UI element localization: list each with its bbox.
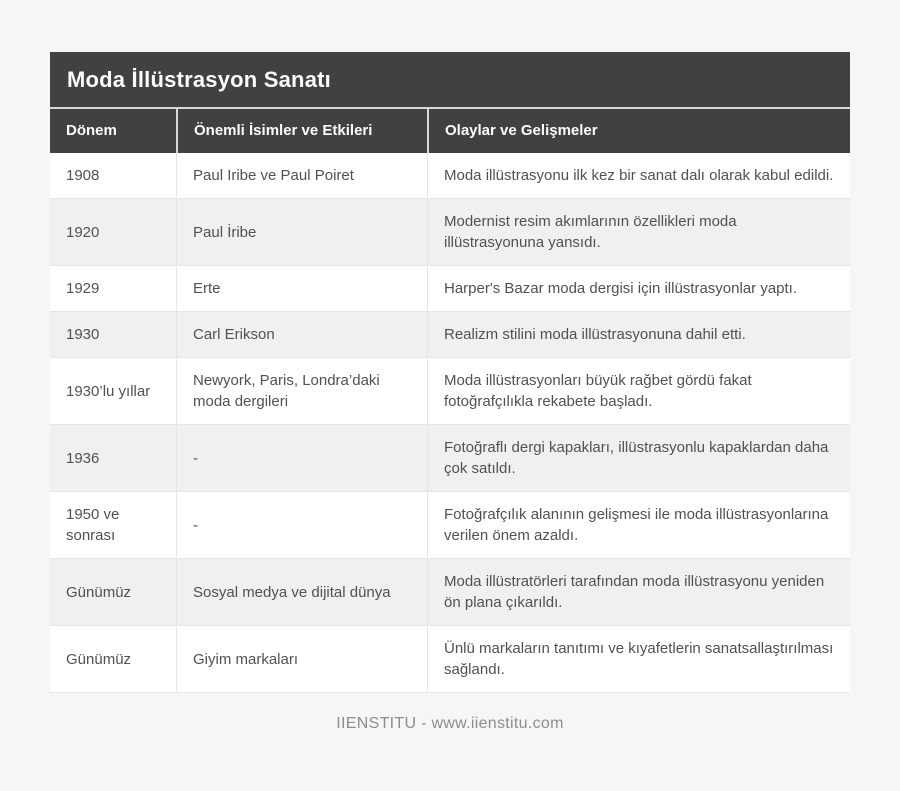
table-row bbox=[50, 265, 850, 311]
fashion-illustration-card bbox=[50, 0, 850, 693]
cell-events: Fotoğrafçılık alanının gelişmesi ile moda illüstrasyonlarına verilen önem azaldı. bbox=[427, 491, 850, 558]
table-row bbox=[50, 491, 850, 558]
fashion-illustration-table bbox=[50, 109, 850, 693]
cell-events: Moda illüstrasyonu ilk kez bir sanat dalı olarak kabul edildi. bbox=[427, 153, 850, 198]
cell-names: - bbox=[176, 424, 427, 491]
cell-period: Günümüz bbox=[50, 558, 176, 625]
cell-period: 1930’lu yıllar bbox=[50, 357, 176, 424]
cell-events: Ünlü markaların tanıtımı ve kıyafetlerin sanatsallaştırılması sağlandı. bbox=[427, 625, 850, 693]
table-row bbox=[50, 153, 850, 198]
cell-names: Newyork, Paris, Londra’daki moda dergileri bbox=[176, 357, 427, 424]
table-title-bar bbox=[50, 52, 850, 109]
cell-events: Moda illüstratörleri tarafından moda illüstrasyonu yeniden ön plana çıkarıldı. bbox=[427, 558, 850, 625]
cell-period: 1936 bbox=[50, 424, 176, 491]
cell-names: Carl Erikson bbox=[176, 311, 427, 357]
cell-events: Modernist resim akımlarının özellikleri moda illüstrasyonuna yansıdı. bbox=[427, 198, 850, 265]
table-row bbox=[50, 311, 850, 357]
table-header-row bbox=[50, 109, 850, 153]
cell-period: 1929 bbox=[50, 265, 176, 311]
cell-period: 1908 bbox=[50, 153, 176, 198]
column-header-names: Önemli İsimler ve Etkileri bbox=[176, 109, 427, 153]
cell-events: Harper's Bazar moda dergisi için illüstrasyonlar yaptı. bbox=[427, 265, 850, 311]
footer-credit: IIENSTITU - www.iienstitu.com bbox=[336, 715, 564, 732]
table-row bbox=[50, 625, 850, 693]
column-header-events: Olaylar ve Gelişmeler bbox=[427, 109, 850, 153]
cell-names: Sosyal medya ve dijital dünya bbox=[176, 558, 427, 625]
cell-events: Fotoğraflı dergi kapakları, illüstrasyonlu kapaklardan daha çok satıldı. bbox=[427, 424, 850, 491]
cell-period: 1920 bbox=[50, 198, 176, 265]
table-row bbox=[50, 357, 850, 424]
cell-events: Realizm stilini moda illüstrasyonuna dahil etti. bbox=[427, 311, 850, 357]
cell-names: Paul İribe bbox=[176, 198, 427, 265]
table-row bbox=[50, 198, 850, 265]
cell-period: Günümüz bbox=[50, 625, 176, 693]
cell-events: Moda illüstrasyonları büyük rağbet gördü fakat fotoğrafçılıkla rekabete başladı. bbox=[427, 357, 850, 424]
cell-period: 1950 ve sonrası bbox=[50, 491, 176, 558]
table-row bbox=[50, 424, 850, 491]
cell-names: Erte bbox=[176, 265, 427, 311]
cell-names: Giyim markaları bbox=[176, 625, 427, 693]
page-title: Moda İllüstrasyon Sanatı bbox=[67, 67, 331, 92]
cell-names: - bbox=[176, 491, 427, 558]
cell-period: 1930 bbox=[50, 311, 176, 357]
column-header-period: Dönem bbox=[50, 109, 176, 153]
table-row bbox=[50, 558, 850, 625]
cell-names: Paul Iribe ve Paul Poiret bbox=[176, 153, 427, 198]
